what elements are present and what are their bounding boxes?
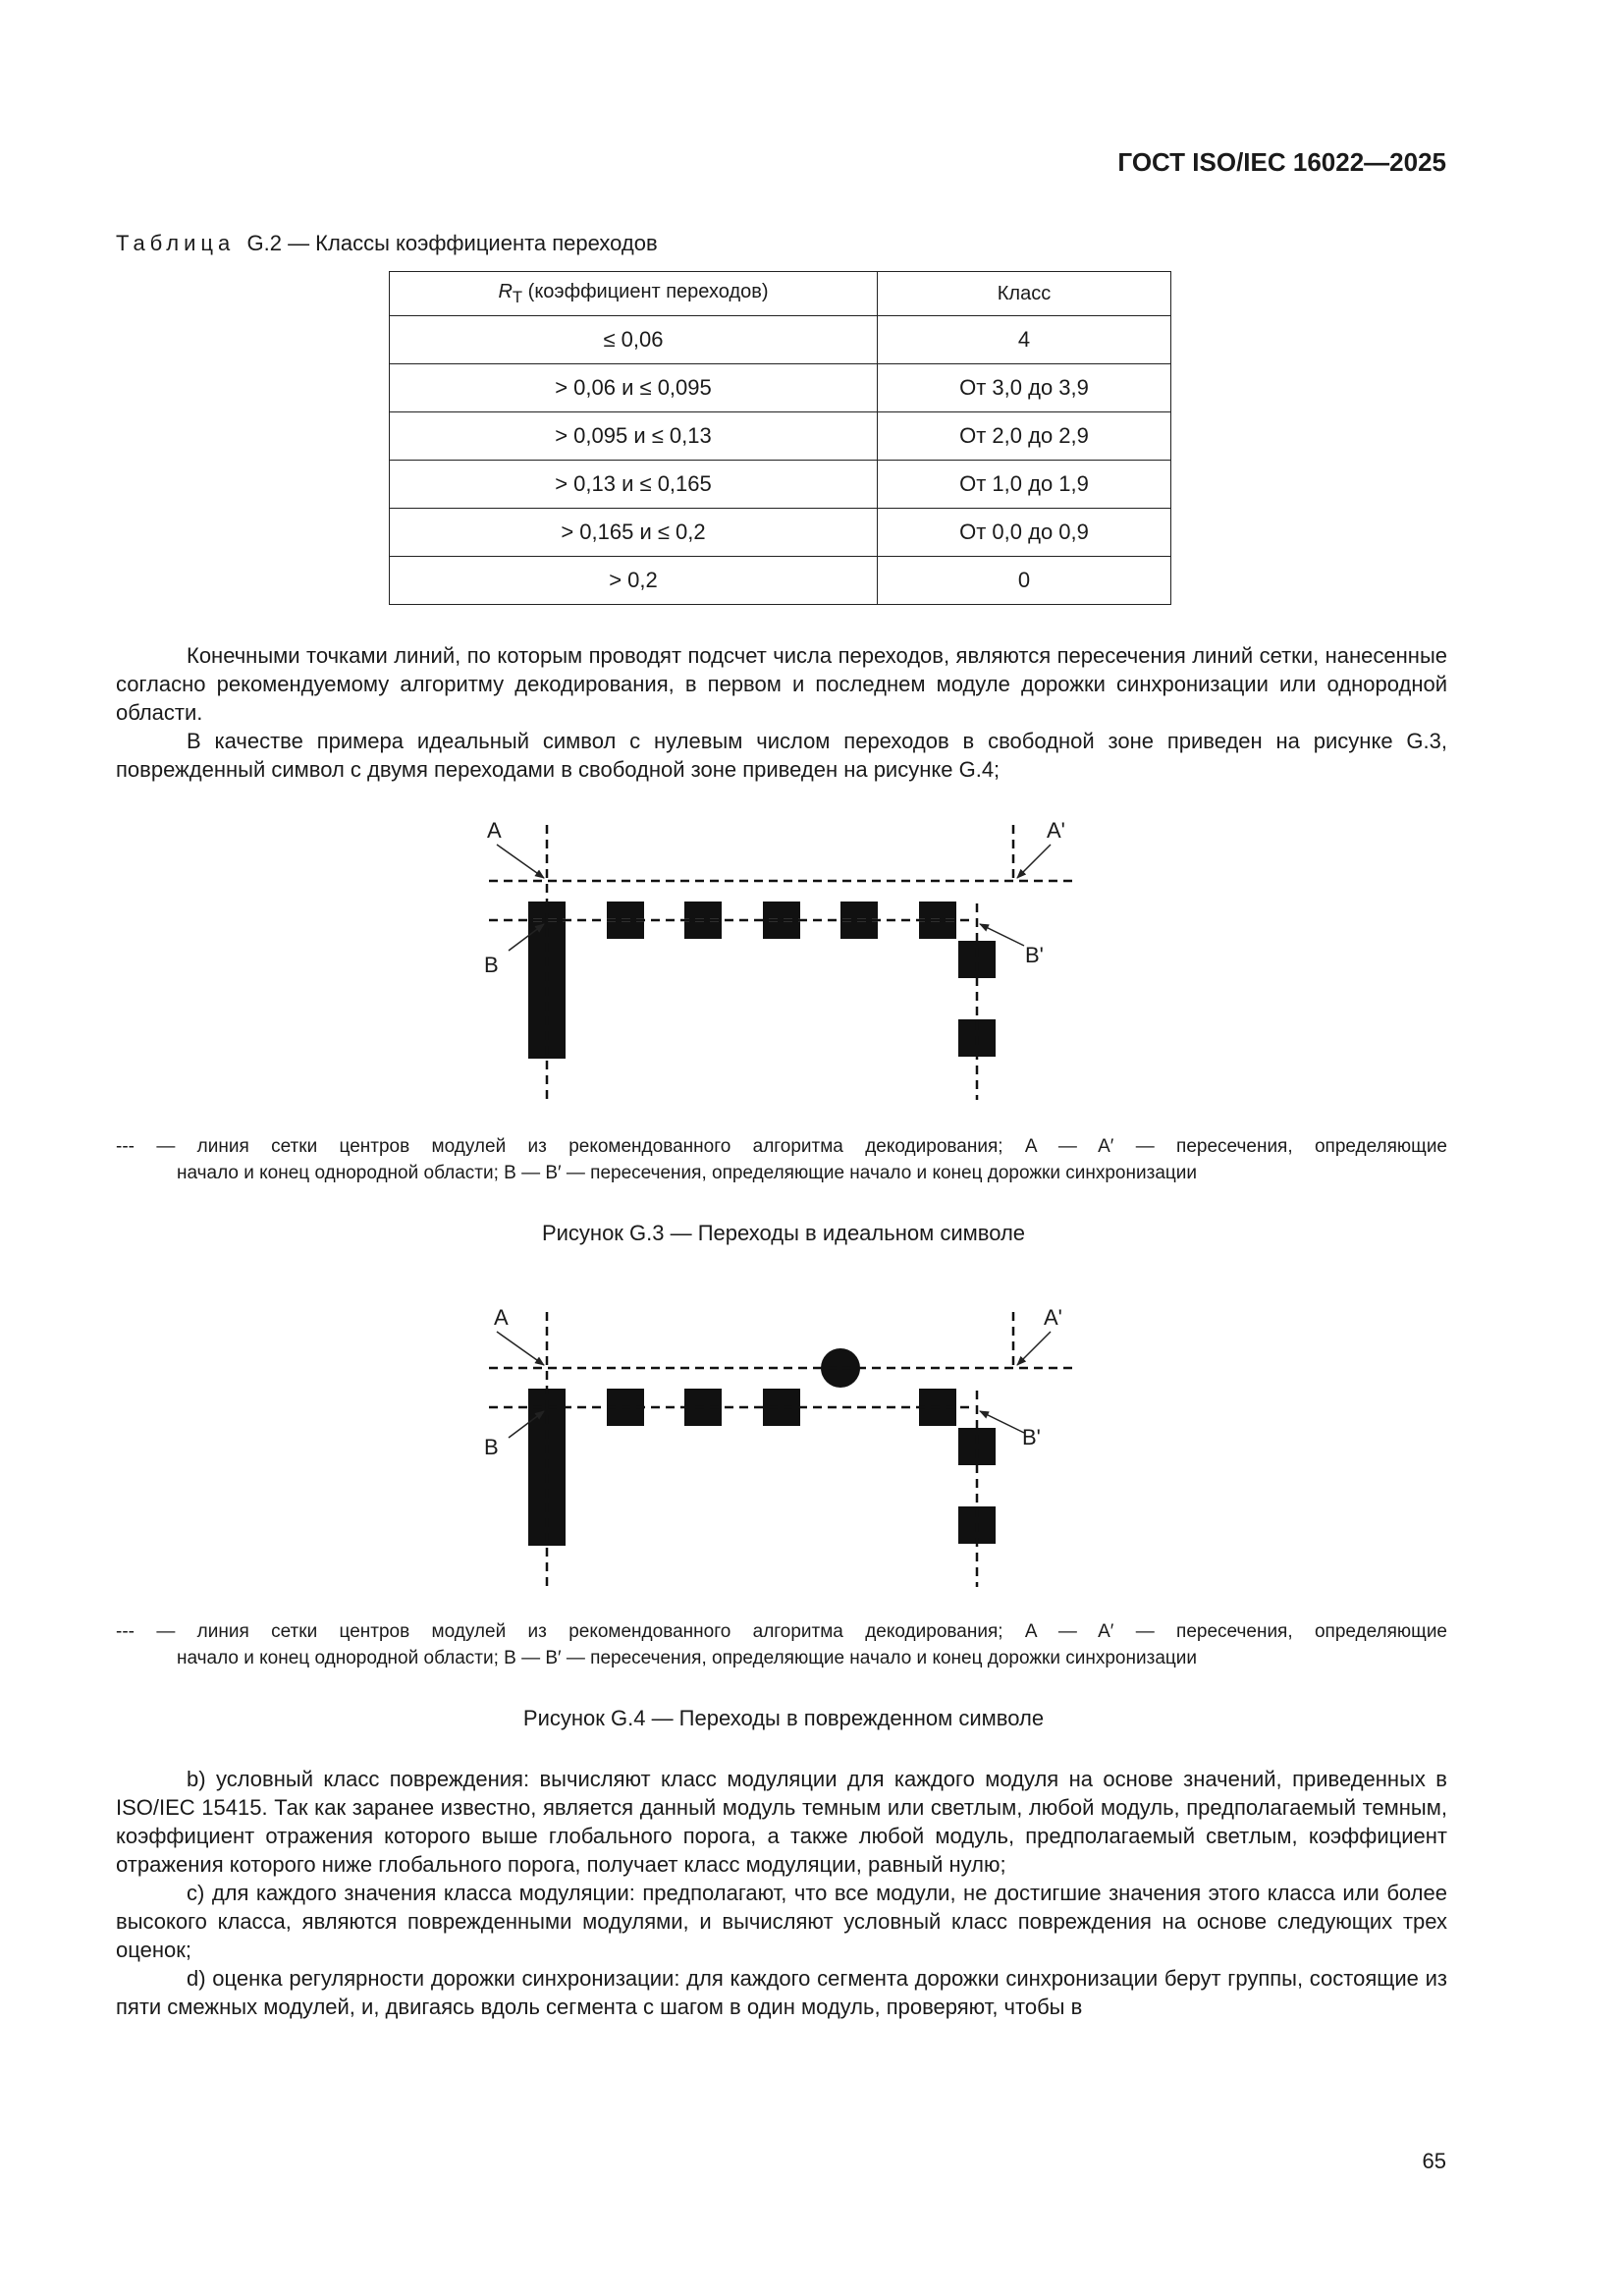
list-paragraphs [116,1765,1447,2021]
paragraph-endpoints: Конечными точками линий, по которым проводят подсчет числа переходов, являются пересечения линий сетки, нанесенные согласно рекомендуемому алгоритму декодирования, в первом и последнем модуле дорожки синхронизации или однородной области. [116,643,1447,725]
intro-paragraphs [116,641,1447,784]
table-row [390,509,1171,557]
table-row [390,461,1171,509]
paragraph-c: c) для каждого значения класса модуляции: предполагают, что все модули, не достигшие значения этого класса или более высокого класса, являются поврежденными модулями, и вычисляют условный класс повреждения на основе следующих трех оценок; [116,1881,1447,1962]
table-row [390,412,1171,461]
figure-g4-diagram [479,1292,1088,1607]
figure-g4-legend [116,1618,1447,1671]
table-row [390,557,1171,605]
timing-module [763,1389,800,1426]
label-b-prime: B' [1022,1425,1041,1449]
paragraph-example: В качестве примера идеальный символ с нулевым числом переходов в свободной зоне приведен на рисунке G.3, поврежденный символ с двумя переходами в свободной зоне приведен на рисунке G.4; [116,729,1447,782]
table-row [390,364,1171,412]
timing-module [958,941,996,978]
cell-rt: > 0,095 и ≤ 0,13 [390,412,878,461]
figure-g3-legend [116,1133,1447,1186]
figure-g3-diagram [479,805,1088,1120]
label-a-prime: A' [1047,818,1065,843]
timing-module [958,1428,996,1465]
label-a: A [494,1305,509,1330]
legend-line: --- — линия сетки центров модулей из рекомендованного алгоритма декодирования; A — A′ — пересечения, определяющие [116,1621,1447,1642]
legend-line: начало и конец однородной области; B — B′ — пересечения, определяющие начало и конец дорожки синхронизации [177,1648,1197,1668]
figure-g4 [479,1292,1088,1607]
arrow-a [497,845,544,878]
label-b: B [484,1435,499,1459]
figure-g4-caption: Рисунок G.4 — Переходы в поврежденном символе [522,1706,1045,1730]
cell-class: От 0,0 до 0,9 [878,509,1171,557]
cell-class: От 2,0 до 2,9 [878,412,1171,461]
arrow-a [497,1332,544,1365]
header-class: Класс [878,272,1171,316]
figure-g3 [479,805,1088,1120]
page-number: 65 [1422,2149,1446,2173]
label-b: B [484,953,499,977]
cell-rt: ≤ 0,06 [390,316,878,364]
cell-rt: > 0,165 и ≤ 0,2 [390,509,878,557]
cell-class: 0 [878,557,1171,605]
damage-spot [821,1348,860,1388]
arrow-a-prime [1017,845,1051,878]
transitions-class-table [389,271,1171,605]
cell-class: 4 [878,316,1171,364]
label-a: A [487,818,502,843]
cell-class: От 3,0 до 3,9 [878,364,1171,412]
table-caption-prefix: Таблица [116,231,236,255]
cell-class: От 1,0 до 1,9 [878,461,1171,509]
label-a-prime: A' [1044,1305,1062,1330]
header-rt: $R_T$ (коэффициент переходов) [390,272,878,316]
paragraph-d: d) оценка регулярности дорожки синхронизации: для каждого сегмента дорожки синхронизации берут группы, состоящие из пяти смежных модулей, и, двигаясь вдоль сегмента с шагом в один модуль, проверяют, чтобы в [116,1966,1447,2019]
cell-rt: > 0,06 и ≤ 0,095 [390,364,878,412]
legend-line: --- — линия сетки центров модулей из рекомендованного алгоритма декодирования; A — A′ — пересечения, определяющие [116,1136,1447,1157]
cell-rt: > 0,13 и ≤ 0,165 [390,461,878,509]
cell-rt: > 0,2 [390,557,878,605]
timing-module [763,902,800,939]
table-row [390,316,1171,364]
table-caption [116,231,658,256]
legend-line: начало и конец однородной области; B — B′ — пересечения, определяющие начало и конец дорожки синхронизации [177,1163,1197,1183]
table-header-row [390,272,1171,316]
arrow-a-prime [1017,1332,1051,1365]
table-caption-text: G.2 — Классы коэффициента переходов [246,231,658,255]
figure-g3-caption: Рисунок G.3 — Переходы в идеальном символе [541,1221,1026,1245]
paragraph-b: b) условный класс повреждения: вычисляют класс модуляции для каждого модуля на основе значений, приведенных в ISO/IEC 15415. Так как заранее известно, является данный модуль темным или светлым, любой модуль, предполагаемый темным, коэффициент отражения которого выше глобального порога, а также любой модуль, предполагаемый светлым, коэффициент отражения которого ниже глобального порога, получает класс модуляции, равный нулю; [116,1767,1447,1877]
page-header: ГОСТ ISO/IEC 16022—2025 [1117,147,1446,177]
label-b-prime: B' [1025,943,1044,967]
